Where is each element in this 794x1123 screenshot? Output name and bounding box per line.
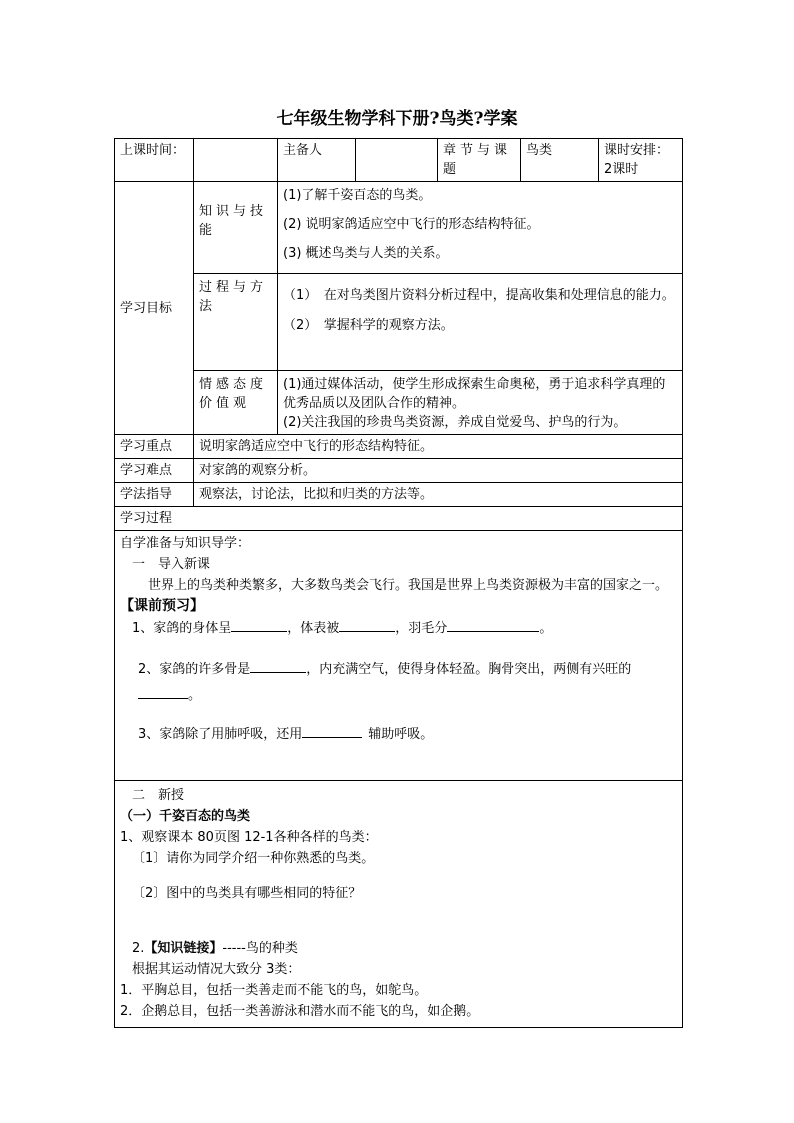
blank xyxy=(138,684,188,699)
class-time-label: 上课时间： xyxy=(115,139,194,182)
bird-category-item: 2．企鹅总目，包括一类善游泳和潜水而不能飞的鸟，如企鹅。 xyxy=(120,1004,480,1019)
difficulty-label: 学习难点 xyxy=(115,459,194,483)
knowledge-items xyxy=(278,182,683,274)
key-point-label: 学习重点 xyxy=(115,435,194,459)
knowledge-label: 知识与技能 xyxy=(194,182,278,274)
knowledge-item: (2) 说明家鸽适应空中飞行的形态结构特征。 xyxy=(283,217,540,232)
header-row xyxy=(115,139,683,182)
self-study-section xyxy=(115,531,683,781)
process-section-label: 学习过程 xyxy=(115,507,683,531)
objectives-label: 学习目标 xyxy=(115,182,194,435)
emotion-item: (1)通过媒体活动，使学生形成探索生命奥秘，勇于追求科学真理的优秀品质以及团队合作的精神。 xyxy=(283,377,666,411)
emotion-item: (2)关注我国的珍贵鸟类资源，养成自觉爱鸟、护鸟的行为。 xyxy=(283,415,627,430)
knowledge-item: (1)了解千姿百态的鸟类。 xyxy=(283,188,432,203)
new-lesson-heading: 二 新授 xyxy=(132,788,185,803)
method-value: 观察法，讨论法，比拟和归类的方法等。 xyxy=(194,483,683,507)
method-label: 学法指导 xyxy=(115,483,194,507)
schedule-cell xyxy=(599,139,683,182)
class-time-value xyxy=(194,139,278,182)
intro-heading: 一 导入新课 xyxy=(132,557,211,572)
blank xyxy=(447,617,539,632)
key-point-value: 说明家鸽适应空中飞行的形态结构特征。 xyxy=(194,435,683,459)
knowledge-item: (3) 概述鸟类与人类的关系。 xyxy=(283,246,449,261)
blank xyxy=(302,723,362,738)
new-lesson-item-1: 1、观察课本 80页图 12-1各种各样的鸟类： xyxy=(120,830,378,845)
difficulty-value: 对家鸽的观察分析。 xyxy=(194,459,683,483)
new-lesson-section xyxy=(115,781,683,1028)
knowledge-link-intro: 根据其运动情况大致分 3类： xyxy=(132,962,301,977)
new-lesson-subheading: （一）千姿百态的鸟类 xyxy=(120,809,251,824)
emotion-label: 情感态度价值观 xyxy=(194,371,278,435)
chapter-label: 章节与课题 xyxy=(438,139,521,182)
question-2: 2、家鸽的许多骨是 ，内充满空气，使得身体轻盈。胸骨突出，两侧有兴旺的。 xyxy=(120,657,677,709)
process-item: （1） 在对鸟类图片资料分析过程中，提高收集和处理信息的能力。 xyxy=(283,288,675,303)
knowledge-link: 2.【知识链接】-----鸟的种类 xyxy=(132,941,298,956)
process-items xyxy=(278,274,683,371)
preview-heading: 【课前预习】 xyxy=(120,598,204,614)
lesson-plan-table xyxy=(114,138,683,1028)
new-lesson-question-1: 〔1〕请你为同学介绍一种你熟悉的鸟类。 xyxy=(132,851,375,866)
question-3: 3、家鸽除了用肺呼吸，还用 辅助呼吸。 xyxy=(120,723,677,745)
schedule-value: 2课时 xyxy=(604,162,639,177)
preparer-value xyxy=(356,139,438,182)
question-1: 1、家鸽的身体呈 ，体表被 ，羽毛分 。 xyxy=(120,617,677,639)
chapter-value: 鸟类 xyxy=(521,139,599,182)
bird-category-item: 1．平胸总目，包括一类善走而不能飞的鸟，如鸵鸟。 xyxy=(120,983,428,998)
emotion-items xyxy=(278,371,683,435)
process-item: （2） 掌握科学的观察方法。 xyxy=(283,318,454,333)
intro-text: 世界上的鸟类种类繁多，大多数鸟类会飞行。我国是世界上鸟类资源极为丰富的国家之一。 xyxy=(148,578,669,593)
blank xyxy=(339,617,395,632)
new-lesson-question-2: 〔2〕图中的鸟类具有哪些相同的特征？ xyxy=(132,886,362,901)
schedule-label: 课时安排： xyxy=(604,143,670,158)
blank xyxy=(231,617,287,632)
preparer-label: 主备人 xyxy=(278,139,356,182)
process-label: 过程与方法 xyxy=(194,274,278,371)
blank xyxy=(250,658,306,673)
page-title: 七年级生物学科下册?鸟类?学案 xyxy=(276,109,518,129)
self-study-heading: 自学准备与知识导学： xyxy=(120,536,251,551)
